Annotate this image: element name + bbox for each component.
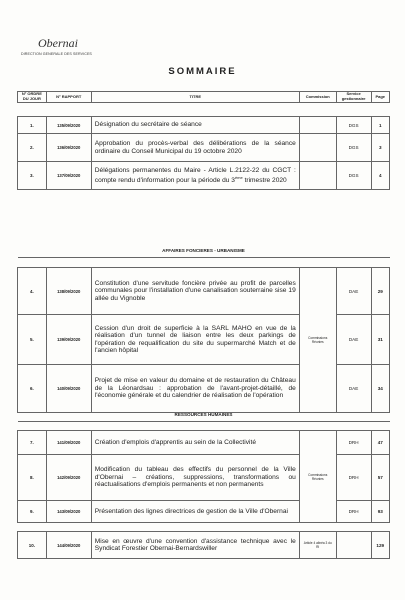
section-heading: RESSOURCES HUMAINES — [174, 411, 233, 417]
col-rapport-header: N° RAPPORT — [46, 92, 91, 103]
table-row: 8. 142/09/2020 Modification du tableau des effectifs du personnel de la Ville d'Obernai – créations, suppressions, transformations ou réactualisations d'emplois permanents et non permanents DRH 57 — [18, 455, 390, 501]
summary-table-general — [17, 91, 390, 190]
commission-note: Article 4 alinéa 3 du RI — [299, 532, 336, 559]
commission-badge: Commissions Réunies — [299, 431, 336, 523]
table-row: 6. 140/09/2020 Projet de mise en valeur du domaine et de restauration du Château de la Léonardsau : approbation de l'avant-projet-détaillé, de l'économie générale et du calendrier de réalisation de l'opération DAE 34 — [18, 365, 390, 413]
col-titre-header: TITRE — [91, 92, 299, 103]
table-row: 4. 138/09/2020 Constitution d'une servitude foncière privée au profit de parcelles communales pour l'installation d'une canalisation souterraine sise 19 allée du Vignoble Commissions Réunies DAE 29 — [18, 268, 390, 315]
col-commission-header: Commission — [299, 92, 336, 103]
table-row: 5. 139/09/2020 Cession d'un droit de superficie à la SARL MAHO en vue de la réalisation d'un tunnel de liaison entre les deux parkings de l'opération de requalification du site du supermarché Match et de l'ancien hôpital DAE 31 — [18, 315, 390, 365]
col-ordre-header: N° ORDRE DU JOUR — [18, 92, 47, 103]
table-row: 7. 141/09/2020 Création d'emplois d'apprentis au sein de la Collectivité Commissions Réunies DRH 47 — [18, 431, 390, 455]
col-page-header: Page — [371, 92, 389, 103]
table-row: 1. 135/09/2020 Désignation du secrétaire de séance DGS 1 — [18, 117, 390, 134]
table-row: 10. 144/09/2020 Mise en œuvre d'une convention d'assistance technique avec le Syndicat Forestier Obernai-Bernardswiller Article 4 alinéa 3 du RI 129 — [18, 532, 390, 559]
table-row: 2. 136/09/2020 Approbation du procès-verbal des délibérations de la séance ordinaire du Conseil Municipal du 19 octobre 2020 DGS 3 — [18, 134, 390, 162]
table-row: 3. 137/09/2020 Délégations permanentes du Maire - Article L.2122-22 du CGCT : compte rendu d'information pour la période du 3ème trimestre 2020 DGS 4 — [18, 162, 390, 190]
col-service-header: Service gestionnaire — [336, 92, 371, 103]
page-title: SOMMAIRE — [168, 66, 237, 77]
section-heading: AFFAIRES FONCIERES - URBANISME — [162, 247, 245, 253]
direction-label: DIRECTION GENERALE DES SERVICES — [21, 52, 92, 56]
commission-badge: Commissions Réunies — [299, 268, 336, 413]
obernai-logo: Obernai — [38, 36, 78, 50]
table-header-row — [18, 92, 390, 103]
section-foncier-table — [17, 243, 390, 413]
table-row: 9. 143/09/2020 Présentation des lignes directrices de gestion de la Ville d'Obernai DRH 93 — [18, 501, 390, 523]
section-rh-table — [17, 407, 390, 559]
